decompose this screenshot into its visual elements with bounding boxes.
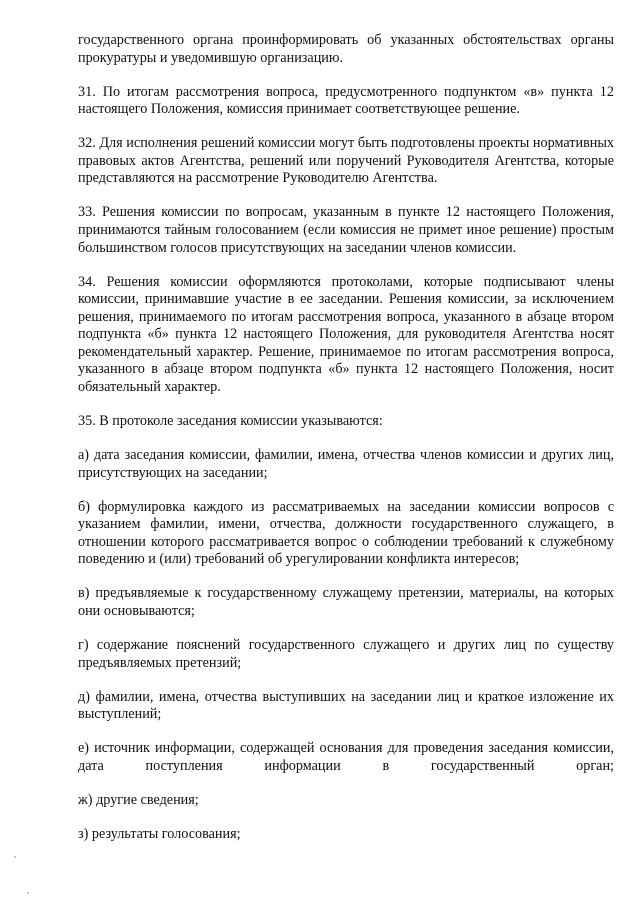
paragraph-32: 32. Для исполнения решений комиссии могут быть подготовлены проекты нормативных правовых актов Агентства, решений или поручений Руководителя Агентства, которые представляются на рассмотрение Руководителю Агентства. [78,135,614,187]
list-item-a: а) дата заседания комиссии, фамилии, имена, отчества членов комиссии и других лиц, присутствующих на заседании; [78,447,614,481]
paragraph-continuation: государственного органа проинформировать об указанных обстоятельствах органы прокуратуры и уведомившую организацию. [78,32,614,66]
list-item-v: в) предъявляемые к государственному служащему претензии, материалы, на которых они основываются; [78,585,614,619]
list-item-z: з) результаты голосования; [78,825,241,842]
list-item-zh: ж) другие сведения; [78,791,199,808]
paragraph-34: 34. Решения комиссии оформляются протоколами, которые подписывают члены комиссии, принимавшие участие в ее заседании. Решения комиссии, за исключением решения, принимаемого по итогам рассмотрения вопроса, указанного в абзаце втором подпункта «б» пункта 12 настоящего Положения, для руководителя Агентства носят рекомендательный характер. Решение, принимаемое по итогам рассмотрения вопроса, указанного в абзаце втором подпункта «б» пункта 12 настоящего Положения, носит обязательный характер. [78,273,614,396]
paragraph-33: 33. Решения комиссии по вопросам, указанным в пункте 12 настоящего Положения, принимаются тайным голосованием (если комиссия не примет иное решение) простым большинством голосов присутствующих на заседании членов комиссии. [78,204,614,256]
document-page [78,32,614,860]
list-item-d: д) фамилии, имена, отчества выступивших на заседании лиц и краткое изложение их выступлений; [78,688,614,723]
list-item-g: г) содержание пояснений государственного служащего и других лиц по существу предъявляемых претензий; [78,636,614,671]
list-item-e: е) источник информации, содержащей основания для проведения заседания комиссии, дата поступления информации в государственный орган; [78,740,614,774]
paragraph-31: 31. По итогам рассмотрения вопроса, предусмотренного подпунктом «в» пункта 12 настоящего Положения, комиссия принимает соответствующее решение. [78,83,614,118]
list-item-b: б) формулировка каждого из рассматриваемых на заседании комиссии вопросов с указанием фамилии, имени, отчества, должности государственного служащего, в отношении которого рассматривается вопрос о соблюдении требований к служебному поведению и (или) требований об урегулировании конфликта интересов; [78,498,614,568]
paragraph-35: 35. В протоколе заседания комиссии указываются: [78,413,383,430]
scan-speck [14,856,16,858]
scan-speck [27,892,29,894]
